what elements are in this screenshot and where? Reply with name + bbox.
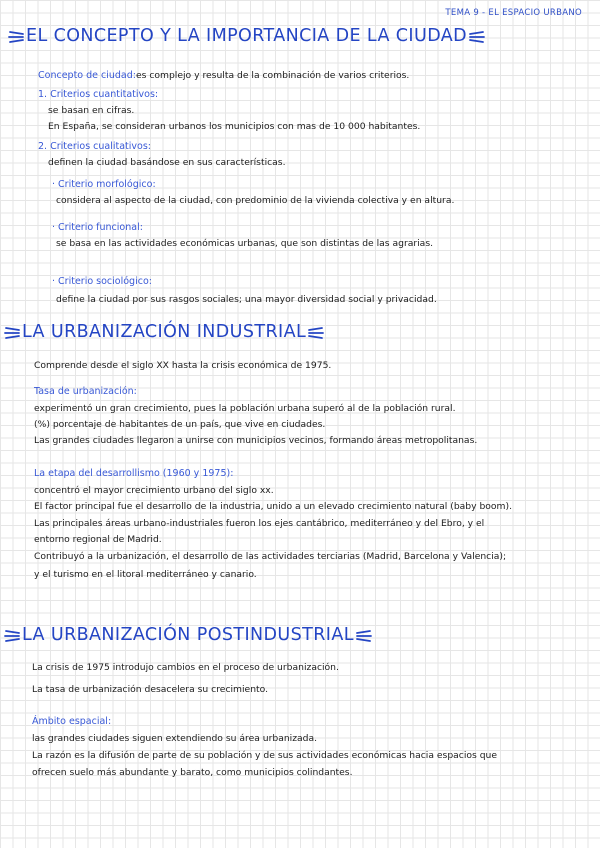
etapa-text-6: y el turismo en el litoral mediterráneo y canario. (34, 569, 257, 580)
sociologico-text: define la ciudad por sus rasgos sociales; una mayor diversidad social y privacidad. (56, 294, 437, 305)
concept-line (38, 63, 409, 82)
tasa-text-1: experimentó un gran crecimiento, pues la población urbana superó al de la población rural. (34, 403, 456, 414)
etapa-text-1: concentró el mayor crecimiento urbano del siglo xx. (34, 485, 274, 496)
etapa-text-3: Las principales áreas urbano-industriales fueron los ejes cantábrico, mediterráneo y del Ebro, y el (34, 518, 485, 529)
tasa-text-2: (%) porcentaje de habitantes de un país, que vive en ciudades. (34, 419, 326, 430)
tasa-label: Tasa de urbanización: (34, 386, 137, 397)
emphasis-lines-right-icon (467, 28, 485, 44)
etapa-text-4: entorno regional de Madrid. (34, 534, 162, 545)
ambito-text-3: ofrecen suelo más abundante y barato, como municipios colindantes. (32, 767, 353, 778)
ambito-text-1: las grandes ciudades siguen extendiendo su área urbanizada. (32, 733, 318, 744)
tasa-text-3: Las grandes ciudades llegaron a unirse con municipios vecinos, formando áreas metropolitanas. (34, 435, 478, 446)
morfologico-text: considera al aspecto de la ciudad, con predominio de la vivienda colectiva y en altura. (56, 195, 455, 206)
criteria-2-text-1: definen la ciudad basándose en sus características. (48, 157, 286, 168)
etapa-text-5: Contribuyó a la urbanización, el desarrollo de las actividades terciarias (Madrid, Barcelona y Valencia); (34, 551, 507, 562)
morfologico-label: · Criterio morfológico: (52, 179, 156, 190)
topic-header: TEMA 9 - EL ESPACIO URBANO (445, 8, 582, 18)
concept-label: Concepto de ciudad: (38, 70, 136, 81)
emphasis-lines-left-icon (8, 28, 26, 44)
funcional-text: se basa en las actividades económicas urbanas, que son distintas de las agrarias. (56, 238, 434, 249)
emphasis-lines-left-icon (4, 627, 22, 643)
emphasis-lines-right-icon (354, 627, 372, 643)
concept-text: es complejo y resulta de la combinación de varios criterios. (135, 70, 410, 81)
ambito-text-2: La razón es la difusión de parte de su población y de sus actividades económicas hacia espacios que (32, 750, 498, 761)
postindustrial-text-1: La crisis de 1975 introdujo cambios en el proceso de urbanización. (32, 662, 339, 673)
criteria-2-label: 2. Criterios cualitativos: (38, 141, 151, 152)
section-heading-concepto (8, 26, 485, 46)
section-title: LA URBANIZACIÓN POSTINDUSTRIAL (22, 625, 354, 645)
ambito-label: Ámbito espacial: (32, 716, 112, 727)
section-title: EL CONCEPTO Y LA IMPORTANCIA DE LA CIUDAD (26, 26, 468, 46)
section-heading-postindustrial (4, 625, 372, 645)
emphasis-lines-right-icon (306, 324, 324, 340)
criteria-1-text-1: se basan en cifras. (48, 105, 135, 116)
section-heading-industrial (4, 322, 324, 342)
funcional-label: · Criterio funcional: (52, 222, 143, 233)
sociologico-label: · Criterio sociológico: (52, 276, 152, 287)
emphasis-lines-left-icon (4, 324, 22, 340)
criteria-1-label: 1. Criterios cuantitativos: (38, 89, 159, 100)
industrial-intro: Comprende desde el siglo XX hasta la crisis económica de 1975. (34, 360, 332, 371)
postindustrial-text-2: La tasa de urbanización desacelera su crecimiento. (32, 684, 269, 695)
etapa-text-2: El factor principal fue el desarrollo de la industria, unido a un elevado crecimiento natural (baby boom). (34, 501, 512, 512)
section-title: LA URBANIZACIÓN INDUSTRIAL (22, 322, 307, 342)
criteria-1-text-2: En España, se consideran urbanos los municipios con mas de 10 000 habitantes. (48, 121, 421, 132)
etapa-label: La etapa del desarrollismo (1960 y 1975): (34, 468, 234, 479)
